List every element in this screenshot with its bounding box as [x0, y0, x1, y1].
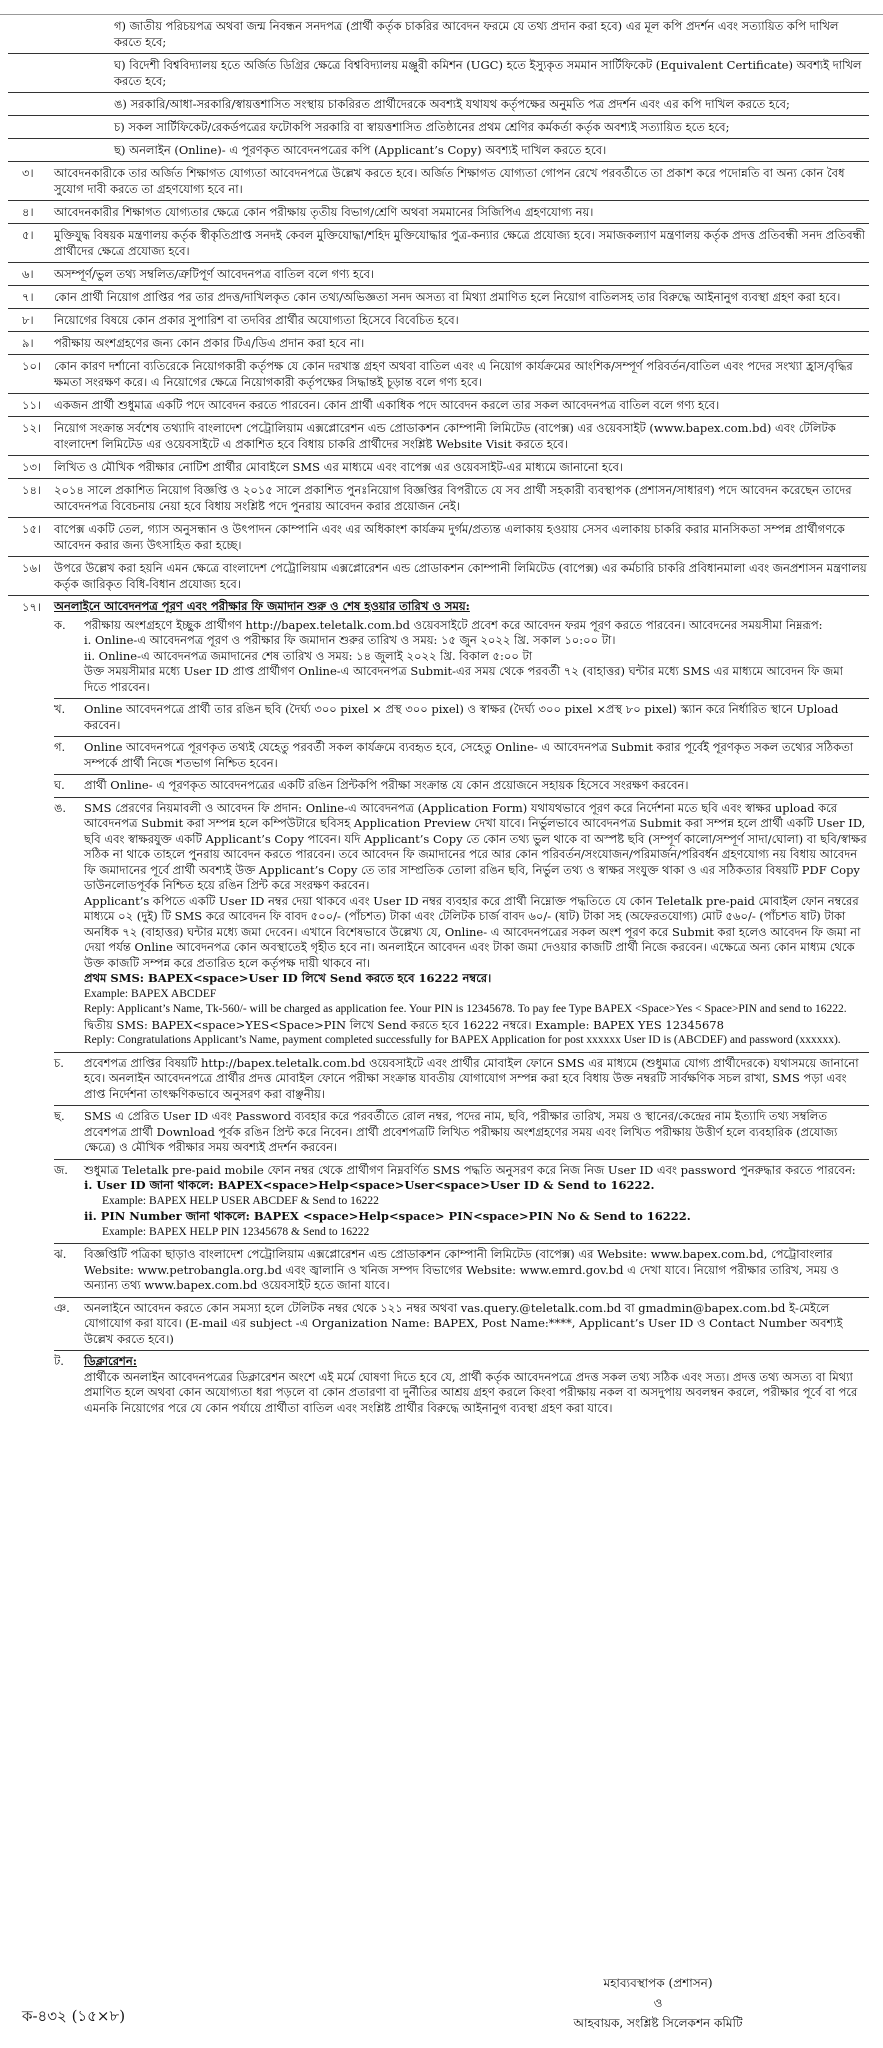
signature-block	[538, 1975, 778, 2035]
clause-gha-text: ঘ) বিদেশী বিশ্ববিদ্যালয় হতে অর্জিত ডিগ্রির ক্ষেত্রে বিশ্ববিদ্যালয় মঞ্জুরী কমিশন (UGC) হতে ইস্যুকৃত সমমান সার্টিফিকেট (Equivalent Certificate) অবশ্যই দাখিল করতে হবে;	[114, 58, 862, 88]
numbered-item	[8, 394, 869, 417]
declaration-title: ডিক্লারেশন:	[84, 1354, 137, 1368]
recovery-intro: শুধুমাত্র Teletalk pre-paid mobile ফোন নম্বর থেকে প্রার্থীগণ নিম্নবর্ণিত SMS পদ্ধতি অনুসরণ করে নিজ নিজ User ID এবং password পুনরুদ্ধার করতে পারবেন:	[84, 1162, 856, 1177]
item-text: কোন প্রার্থী নিয়োগ প্রাপ্তির পর তার প্রদত্ত/দাখিলকৃত কোন তথ্য/অভিজ্ঞতা সনদ অসত্য বা মিথ্যা প্রমাণিত হলে নিয়োগ বাতিলসহ তার বিরুদ্ধে আইনানুগ ব্যবস্থা গ্রহণ করা হবে।	[54, 290, 841, 304]
item-number: ৭।	[22, 290, 34, 304]
clause-ga-text: গ) জাতীয় পরিচয়পত্র অথবা জন্ম নিবন্ধন সনদপত্র (প্রার্থী কর্তৃক চাকরির আবেদন ফরমে যে তথ্য প্রদান করা হবে) এর মূল কপি প্রদর্শন এবং সত্যায়িত কপি দাখিল করতে হবে;	[114, 19, 839, 49]
item-17-ja-mark: জ.	[54, 1162, 68, 1177]
clause-cha-text: চ) সকল সার্টিফিকেট/রেকর্ডপত্রের ফটোকপি সরকারি বা স্বায়ত্তশাসিত প্রতিষ্ঠানের প্রথম শ্রেণির কর্মকর্তা কর্তৃক অবশ্যই সত্যায়িত হতে হবে;	[114, 120, 730, 134]
item-17-ka-line1: পরীক্ষায় অংশগ্রহণে ইচ্ছুক প্রার্থীগণ http://bapex.teletalk.com.bd ওয়েবসাইটে প্রবেশ করে আবেদন ফরম পূরণ করতে পারবেন। আবেদনের সময়সীমা নিম্নরূপ:	[84, 617, 823, 632]
clause-nga	[8, 93, 869, 116]
item-text: অসম্পূর্ণ/ভুল তথ্য সম্বলিত/ত্রুটিপূর্ণ আবেদনপত্র বাতিল বলে গণ্য হবে।	[54, 267, 375, 281]
numbered-item	[8, 224, 869, 263]
item-17-cha-mark: চ.	[54, 1055, 64, 1070]
clause-chha-text: ছ) অনলাইন (Online)- এ পূরণকৃত আবেদনপত্রের কপি (Applicant’s Copy) অবশ্যই দাখিল করতে হবে।	[114, 143, 607, 157]
clause-chha	[8, 139, 869, 162]
clause-nga-text: ঙ) সরকারি/আধা-সরকারি/স্বায়ত্তশাসিত সংস্থায় চাকরিরত প্রার্থীদেরকে অবশ্যই যথাযথ কর্তৃপক্ষের অনুমতি পত্র প্রদর্শন এবং এর কপি দাখিল করতে হবে;	[114, 97, 790, 111]
item-number: ১০।	[22, 359, 42, 373]
item-text: নিয়োগের বিষয়ে কোন প্রকার সুপারিশ বা তদবির প্রার্থীর অযোগ্যতা হিসেবে বিবেচিত হবে।	[54, 313, 459, 327]
item-number: ১৬।	[22, 561, 42, 575]
item-17-ka-i2: ii. Online-এ আবেদনপত্র জমাদানের শেষ তারিখ ও সময়: ১৪ জুলাই ২০২২ খ্রি. বিকাল ৫:০০ টা	[84, 648, 533, 663]
numbered-item	[8, 456, 869, 479]
item-17-nga	[54, 798, 869, 1053]
numbered-item	[8, 162, 869, 201]
item-number: ৯।	[22, 336, 34, 350]
item-number: ১৪।	[22, 483, 42, 497]
item-number: ৫।	[22, 228, 34, 242]
numbered-item	[8, 355, 869, 394]
numbered-item	[8, 201, 869, 224]
item-17-kha-mark: খ.	[54, 702, 66, 716]
item-17-nya-text: অনলাইনে আবেদন করতে কোন সমস্যা হলে টেলিটক নম্বর থেকে ১২১ নম্বর অথবা vas.query.@teletalk.com.bd বা gmadmin@bapex.com.bd ই-মেইলে যোগাযোগ করা যাবে। (E-mail এর subject -এ Organization Name: BAPEX, Post Name:****, Applicant’s User ID ও Contact Number অবশ্যই উল্লেখ করতে হবে।)	[84, 1300, 843, 1346]
item-text: লিখিত ও মৌখিক পরীক্ষার নোটিশ প্রার্থীর মোবাইলে SMS এর মাধ্যমে এবং বাপেক্স এর ওয়েবসাইট-এর মাধ্যমে জানানো হবে।	[54, 460, 624, 474]
item-17-gha-text: প্রার্থী Online- এ পূরণকৃত আবেদনপত্রের একটি রঙিন প্রিন্টকপি পরীক্ষা সংক্রান্ত যে কোন প্রয়োজনে সহায়ক হিসেবে সংরক্ষণ করবেন।	[84, 778, 689, 792]
signatory-title: মহাব্যবস্থাপক (প্রশাসন)	[603, 1976, 713, 1990]
item-number: ৪।	[22, 205, 34, 219]
item-17-chha	[54, 1106, 869, 1160]
item-text: বাপেক্স একটি তেল, গ্যাস অনুসন্ধান ও উৎপাদন কোম্পানি এবং এর অধিকাংশ কার্যক্রম দুর্গম/প্রত্যন্ত এলাকায় হওয়ায় সেসব এলাকায় চাকরি করার মানসিকতা সম্পন্ন প্রার্থীগণকে আবেদন করার জন্য উৎসাহিত করা হচ্ছে।	[54, 522, 845, 552]
item-17-jha-text: বিজ্ঞপ্তিটি পত্রিকা ছাড়াও বাংলাদেশ পেট্রোলিয়াম এক্সপ্লোরেশন এন্ড প্রোডাকশন কোম্পানী লিমিটেড (বাপেক্স) এর Website: www.bapex.com.bd, পেট্রোবাংলার Website: www.petrobangla.org.bd এবং জ্বালানি ও খনিজ সম্পদ বিভাগের Website: www.emrd.gov.bd এ দেখা যাবে। নিয়োগ পরীক্ষার তারিখ, সময় ও অন্যান্য তথ্য www.bapex.com.bd ওয়েবসাইট হতে জানা যাবে।	[84, 1247, 840, 1292]
item-17-ta	[54, 1351, 869, 1419]
second-sms-reply: Reply: Congratulations Applicant’s Name, payment completed successfully for BAPEX Application for post xxxxxx User ID is (ABCDEF) and password (xxxxxx).	[84, 1034, 841, 1046]
clause-cha	[8, 116, 869, 139]
numbered-item	[8, 518, 869, 557]
item-17-nya	[54, 1298, 869, 1352]
item-17-ja	[54, 1160, 869, 1245]
item-17-ka-i1: i. Online-এ আবেদনপত্র পূরণ ও পরীক্ষার ফি জমাদান শুরুর তারিখ ও সময়: ১৫ জুন ২০২২ খ্রি. সকাল ১০:০০ টা।	[84, 633, 616, 647]
recovery-user-id: i. User ID জানা থাকলে: BAPEX<space>Help<space>User<space>User ID & Send to 16222.	[84, 1178, 655, 1192]
item-17-ga-mark: গ.	[54, 740, 66, 754]
numbered-item	[8, 417, 869, 456]
item-number: ১২।	[22, 421, 42, 435]
item-17-ka-mark: ক.	[54, 617, 66, 632]
item-number: ৮।	[22, 313, 34, 327]
item-17-cha	[54, 1053, 869, 1107]
numbered-item	[8, 332, 869, 355]
item-text: মুক্তিযুদ্ধ বিষয়ক মন্ত্রণালয় কর্তৃক স্বীকৃতিপ্রাপ্ত সনদই কেবল মুক্তিযোদ্ধা/শহিদ মুক্তিযোদ্ধার পুত্র-কন্যার ক্ষেত্রে প্রযোজ্য হবে। সমাজকল্যাণ মন্ত্রণালয় কর্তৃক প্রদত্ত প্রতিবন্ধী সনদ প্রতিবন্ধী প্রার্থীদের ক্ষেত্রে প্রযোজ্য হবে।	[54, 228, 866, 258]
recovery-user-id-example: Example: BAPEX HELP USER ABCDEF & Send to 16222	[102, 1194, 379, 1207]
fee-paragraph: Applicant’s কপিতে একটি User ID নম্বর দেয়া থাকবে এবং User ID নম্বর ব্যবহার করে প্রার্থী নিম্নোক্ত পদ্ধতিতে যে কোন Teletalk pre-paid মোবাইল ফোন নম্বরের মাধ্যমে ০২ (দুই) টি SMS করে আবেদন ফি বাবদ ৫০০/- (পাঁচশত) টাকা এবং টেলিটক চার্জ বাবদ ৬০/- (ষাট) টাকা সহ (অফেরতযোগ্য) মোট ৫৬০/- (পাঁচশত ষাট) টাকা অনধিক ৭২ (বাহাত্তর) ঘন্টার মধ্যে জমা দেবেন। এখানে বিশেষভাবে উল্লেখ্য যে, Online- এ আবেদনপত্রের সকল অংশ পূরণ করে Submit করা হলেও আবেদন ফি জমা না দেয়া পর্যন্ত Online আবেদনপত্র কোন অবস্থাতেই গৃহীত হবে না। অনলাইনে আবেদন এবং টাকা জমা দেওয়ার কাজটি প্রার্থী নিজে করবেন। এক্ষেত্রে অন্য কোন মাধ্যম থেকে উক্ত কাজটি সম্পন্ন করে প্রতারিত হলে কর্তৃপক্ষ দায়ী থাকবে না।	[84, 893, 861, 970]
item-17-ka-line2: উক্ত সময়সীমার মধ্যে User ID প্রাপ্ত প্রার্থীগণ Online-এ আবেদনপত্র Submit-এর সময় থেকে পরবর্তী ৭২ (বাহাত্তর) ঘন্টার মধ্যে SMS এর মাধ্যমে আবেদন ফি জমা দিতে পারবেন।	[84, 664, 843, 694]
clause-gha	[8, 54, 869, 93]
item-17-body	[48, 596, 869, 1422]
item-text: আবেদনকারীর শিক্ষাগত যোগ্যতার ক্ষেত্রে কোন পরীক্ষায় তৃতীয় বিভাগ/শ্রেণি অথবা সমমানের সিজিপিএ গ্রহণযোগ্য নয়।	[54, 205, 594, 219]
item-text: নিয়োগ সংক্রান্ত সর্বশেষ তথ্যাদি বাংলাদেশ পেট্রোলিয়াম এক্সপ্লোরেশন এন্ড প্রোডাকশন কোম্পানী লিমিটেড (বাপেক্স) এর ওয়েবসাইট (www.bapex.com.bd) এবং টেলিটক বাংলাদেশ লিমিটেড এর ওয়েবসাইটে এ প্রকাশিত হবে বিধায় চাকরি প্রার্থীদের সংশ্লিষ্ট Website Visit করতে হবে।	[54, 421, 836, 451]
item-17-ga-text: Online আবেদনপত্রে পূরণকৃত তথ্যই যেহেতু পরবর্তী সকল কার্যক্রমে ব্যবহৃত হবে, সেহেতু Online- এ আবেদনপত্র Submit করার পূর্বেই পূরণকৃত সকল তথ্যের সঠিকতা সম্পর্কে প্রার্থী নিজে শতভাগ নিশ্চিত হবেন।	[84, 740, 854, 770]
item-text: একজন প্রার্থী শুধুমাত্র একটি পদে আবেদন করতে পারবেন। কোন প্রার্থী একাধিক পদে আবেদন করলে তার সকল আবেদনপত্র বাতিল বলে গণ্য হবে।	[54, 398, 720, 412]
item-17-cha-text: প্রবেশপত্র প্রাপ্তির বিষয়টি http://bapex.teletalk.com.bd ওয়েবসাইটে এবং প্রার্থীর মোবাইল ফোনে SMS এর মাধ্যমে (শুধুমাত্র যোগ্য প্রার্থীদেরকে) যথাসময়ে জানানো হবে। অনলাইন আবেদনপত্রে প্রার্থীর প্রদত্ত মোবাইল ফোনে পরীক্ষা সংক্রান্ত যাবতীয় যোগাযোগ সম্পন্ন করা হবে বিধায় উক্ত নম্বরটি সার্বক্ষণিক সচল রাখা, SMS পড়া এবং প্রাপ্ত নির্দেশনা তাৎক্ষণিকভাবে অনুসরণ করা বাঞ্ছনীয়।	[84, 1055, 859, 1101]
item-17-nga-mark: ঙ.	[54, 800, 67, 815]
item-17-nya-mark: ঞ.	[54, 1300, 70, 1315]
item-17-number: ১৭।	[22, 600, 42, 614]
signatory-and: ও	[653, 1996, 663, 2010]
signatory-role: আহবায়ক, সংশ্লিষ্ট সিলেকশন কমিটি	[573, 2016, 743, 2030]
top-strip	[0, 0, 883, 15]
clause-ga	[8, 15, 869, 54]
item-text: কোন কারণ দর্শানো ব্যতিরেকে নিয়োগকারী কর্তৃপক্ষ যে কোন দরখাস্ত গ্রহণ অথবা বাতিল এবং এ নিয়োগ কার্যক্রমের আংশিক/সম্পূর্ণ পরিবর্তন/বাতিল এবং পদের সংখ্যা হ্রাস/বৃদ্ধির ক্ষমতা সংরক্ষণ করে। এ নিয়োগের ক্ষেত্রে নিয়োগকারী কর্তৃপক্ষের সিদ্ধান্তই চূড়ান্ত বলে গণ্য হবে।	[54, 359, 853, 389]
declaration-text: প্রার্থীকে অনলাইন আবেদনপত্রের ডিক্লারেশন অংশে এই মর্মে ঘোষণা দিতে হবে যে, প্রার্থী কর্তৃক আবেদনপত্রে প্রদত্ত সকল তথ্য সঠিক এবং সত্য। প্রদত্ত তথ্য অসত্য বা মিথ্যা প্রমাণিত হলে অথবা কোন অযোগ্যতা ধরা পড়লে বা কোন প্রতারণা বা দুর্নীতির আশ্রয় গ্রহণ করলে কিংবা পরীক্ষায় নকল বা অসদুপায় অবলম্বন করলে, পরীক্ষার পূর্বে বা পরে এমনকি নিয়োগের পরে যে কোন পর্যায়ে প্রার্থীতা বাতিল এবং সংশ্লিষ্ট প্রার্থীর বিরুদ্ধে আইনানুগ ব্যবস্থা গ্রহণ করা যাবে।	[84, 1369, 858, 1415]
item-17-kha	[54, 699, 869, 737]
item-text: আবেদনকারীকে তার অর্জিত শিক্ষাগত যোগ্যতা আবেদনপত্রে উল্লেখ করতে হবে। অর্জিত শিক্ষাগত যোগ্যতা গোপন রেখে পরবর্তীতে তা প্রকাশ করে পদোন্নতি বা অন্য কোন বৈধ সুযোগ দাবী করতে তা গ্রহণযোগ্য হবে না।	[54, 166, 845, 196]
second-sms: দ্বিতীয় SMS: BAPEX<space>YES<Space>PIN লিখে Send করতে হবে 16222 নম্বরে। Example: BAPEX YES 12345678	[84, 1017, 724, 1032]
numbered-item	[8, 286, 869, 309]
first-sms-example: Example: BAPEX ABCDEF	[84, 987, 217, 1000]
item-number: ৬।	[22, 267, 34, 281]
numbered-item	[8, 557, 869, 596]
item-17-gha-mark: ঘ.	[54, 778, 65, 792]
item-text: উপরে উল্লেখ করা হয়নি এমন ক্ষেত্রে বাংলাদেশ পেট্রোলিয়াম এক্সপ্লোরেশন এন্ড প্রোডাকশন কোম্পানী লিমিটেড (বাপেক্স) এর কর্মচারি চাকরি প্রবিধানমালা এবং জনপ্রশাসন মন্ত্রণালয় কর্তৃক জারিকৃত বিধি-বিধান প্রযোজ্য হবে।	[54, 561, 867, 591]
document-body	[0, 15, 883, 1422]
item-17-ga	[54, 737, 869, 775]
sms-rules-paragraph: SMS প্রেরণের নিয়মাবলী ও আবেদন ফি প্রদান: Online-এ আবেদনপত্র (Application Form) যথাযথভাবে পূরণ করে নির্দেশনা মতে ছবি এবং স্বাক্ষর upload করে আবেদনপত্র Submit করা সম্পন্ন হলে কম্পিউটারে ছবিসহ Application Preview দেখা যাবে। নির্ভুলভাবে আবেদনপত্র Submit করা সম্পন্ন হলে প্রার্থী একটি User ID, ছবি এবং স্বাক্ষরযুক্ত একটি Applicant’s Copy পাবেন। যদি Applicant’s Copy তে কোন তথ্য ভুল থাকে বা অস্পষ্ট ছবি (সম্পূর্ণ কালো/সম্পূর্ণ সাদা/ঘোলা) বা ছবি/স্বাক্ষর সঠিক না থাকে তাহলে পুনরায় আবেদন করতে পারবেন। তবে আবেদন ফি জমাদানের পরে আর কোন পরিবর্তন/সংযোজন/পরিমার্জন/পরিবর্ধন গ্রহণযোগ্য নয় বিধায় আবেদন ফি জমাদানের পূর্বে প্রার্থী অবশ্যই উক্ত Applicant’s Copy তে তার সাম্প্রতিক তোলা রঙিন ছবি, নির্ভুল তথ্য ও স্বাক্ষর সংযুক্ত থাকা ও এর সঠিকতার বিষয়টি PDF Copy ডাউনলোডপূর্বক নিশ্চিত হয়ে রঙিন প্রিন্ট করে সংরক্ষণ করবেন।	[84, 800, 867, 892]
item-number: ১৩।	[22, 460, 42, 474]
item-17-chha-text: SMS এ প্রেরিত User ID এবং Password ব্যবহার করে পরবর্তীতে রোল নম্বর, পদের নাম, ছবি, পরীক্ষার তারিখ, সময় ও স্থানের/কেন্দ্রের নাম ইত্যাদি তথ্য সম্বলিত প্রবেশপত্র প্রার্থী Download পূর্বক রঙিন প্রিন্ট করে নিবেন। প্রার্থী প্রবেশপত্রটি লিখিত পরীক্ষায় অংশগ্রহণের সময় এবং লিখিত পরীক্ষায় উত্তীর্ণ হলে ব্যবহারিক (প্রযোজ্য ক্ষেত্রে) ও মৌখিক পরীক্ষার সময় অবশ্যই প্রদর্শন করবেন।	[84, 1109, 838, 1154]
item-number: ৩।	[22, 166, 34, 180]
recovery-pin: ii. PIN Number জানা থাকলে: BAPEX <space>Help<space> PIN<space>PIN No & Send to 16222.	[84, 1209, 691, 1223]
item-17-jha-mark: ঝ.	[54, 1247, 67, 1261]
numbered-item	[8, 309, 869, 332]
item-17-title: অনলাইনে আবেদনপত্র পূরণ এবং পরীক্ষার ফি জমাদান শুরু ও শেষ হওয়ার তারিখ ও সময়:	[54, 599, 470, 613]
recovery-pin-example: Example: BAPEX HELP PIN 12345678 & Send to 16222	[102, 1225, 370, 1238]
item-17-kha-text: Online আবেদনপত্রে প্রার্থী তার রঙিন ছবি (দৈর্ঘ্য ৩০০ pixel × প্রস্থ ৩০০ pixel) ও স্বাক্ষর (দৈর্ঘ্য ৩০০ pixel ×প্রস্থ ৮০ pixel) স্ক্যান করে নির্ধারিত স্থানে Upload করবেন।	[84, 702, 839, 732]
first-sms: প্রথম SMS: BAPEX<space>User ID লিখে Send করতে হবে 16222 নম্বরে।	[84, 971, 492, 985]
first-sms-reply: Reply: Applicant’s Name, Tk-560/- will be charged as application fee. Your PIN is 12345678. To pay fee Type BAPEX <Space>Yes < Space>PIN and send to 16222.	[84, 1003, 847, 1015]
item-17-ta-mark: ট.	[54, 1354, 64, 1368]
notice-code: ক-৪৩২ (১৫×৮)	[22, 2007, 126, 2025]
item-17-gha	[54, 775, 869, 798]
numbered-item	[8, 263, 869, 286]
numbered-items	[8, 162, 869, 596]
item-text: পরীক্ষায় অংশগ্রহণের জন্য কোন প্রকার টিএ/ডিএ প্রদান করা হবে না।	[54, 336, 365, 350]
item-number: ১১।	[22, 398, 42, 412]
item-17-jha	[54, 1244, 869, 1298]
item-text: ২০১৪ সালে প্রকাশিত নিয়োগ বিজ্ঞপ্তি ও ২০১৫ সালে প্রকাশিত পুনঃনিয়োগ বিজ্ঞপ্তির বিপরীতে যে সব প্রার্থী সহকারী ব্যবস্থাপক (প্রশাসন/সাধারণ) পদে আবেদন করেছেন তাদের আবেদনপত্র বিবেচনায় নেয়া হবে বিধায় সংশ্লিষ্ট পদে পুনরায় আবেদন করার প্রয়োজন নেই।	[54, 483, 852, 513]
item-17-ka	[54, 615, 869, 700]
item-17-chha-mark: ছ.	[54, 1109, 65, 1123]
numbered-item	[8, 479, 869, 518]
item-17	[8, 596, 869, 1422]
item-number: ১৫।	[22, 522, 42, 536]
